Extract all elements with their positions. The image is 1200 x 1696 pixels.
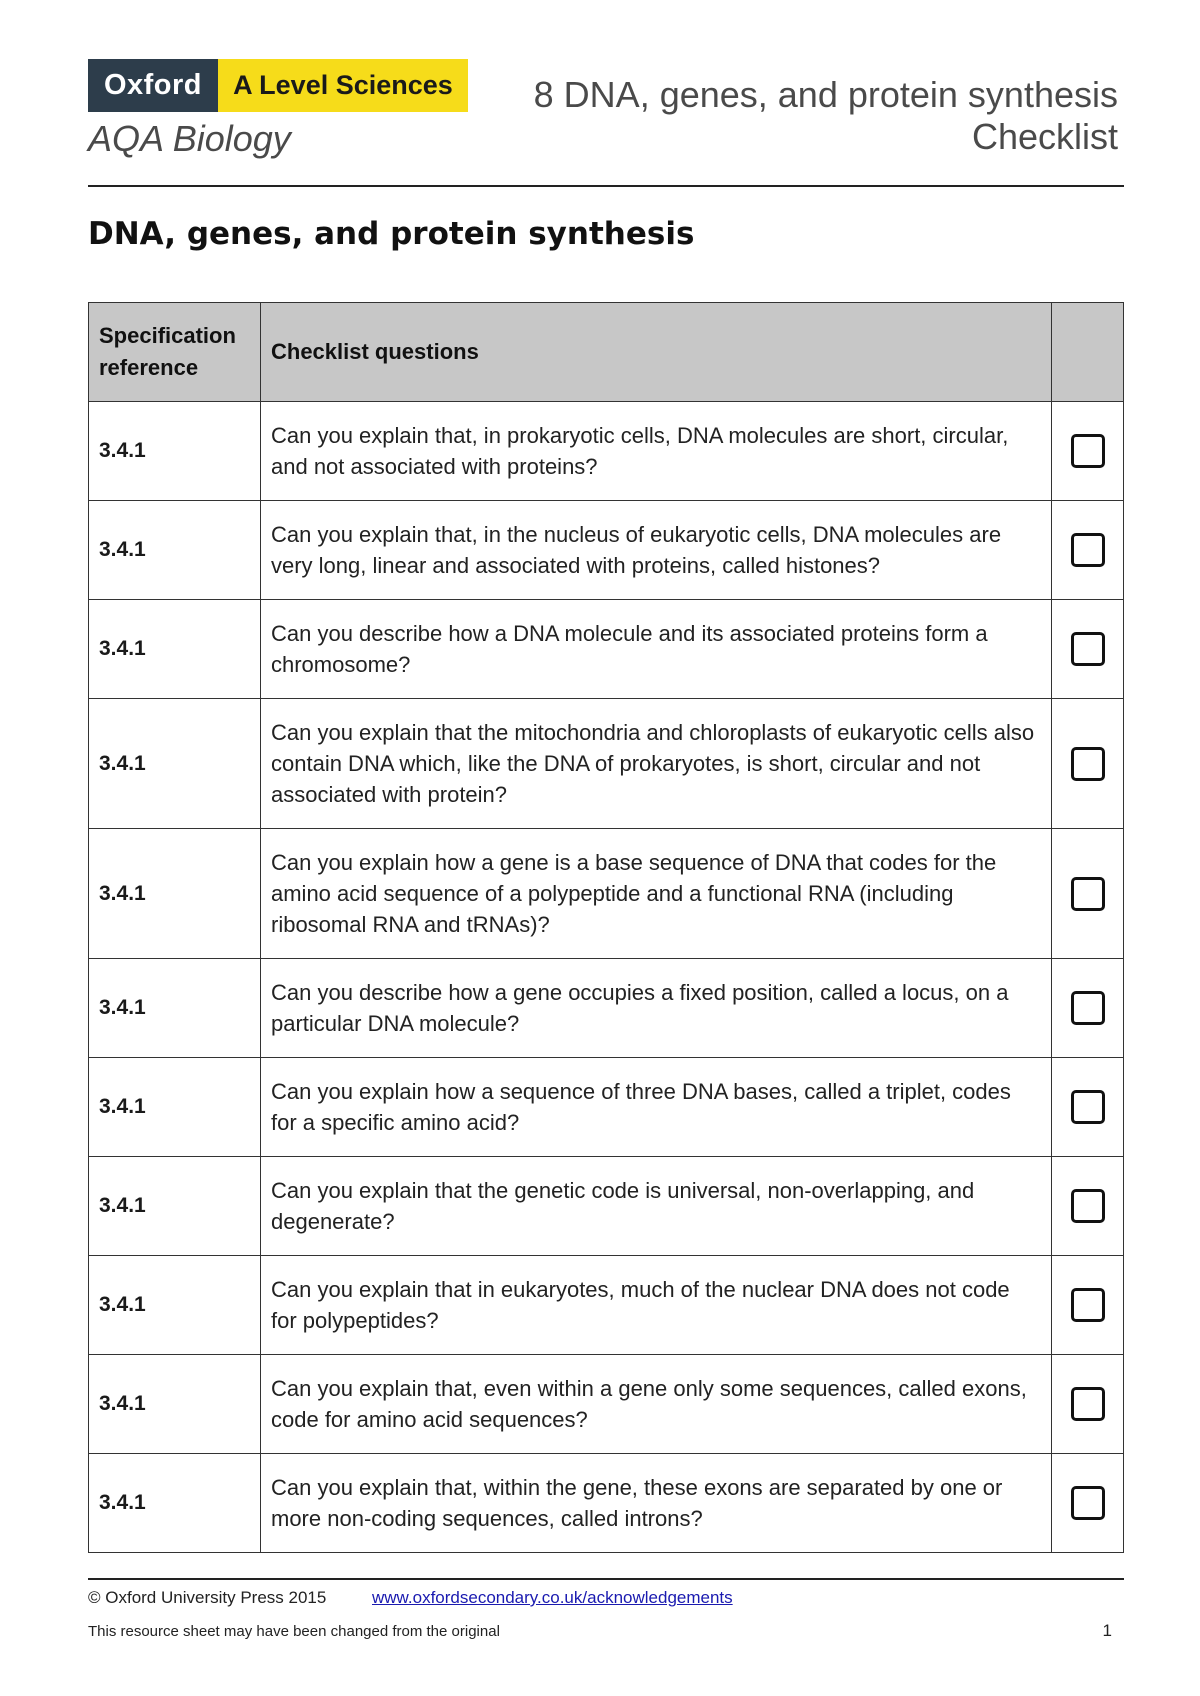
spec-ref: 3.4.1 <box>89 1058 261 1157</box>
disclaimer-text: This resource sheet may have been changed from the original <box>88 1623 500 1640</box>
checklist-question: Can you describe how a DNA molecule and its associated proteins form a chromosome? <box>261 600 1052 699</box>
checklist-question: Can you describe how a gene occupies a fixed position, called a locus, on a particular DNA molecule? <box>261 959 1052 1058</box>
subject-title: AQA Biology <box>88 118 291 159</box>
checkbox[interactable] <box>1071 1189 1105 1223</box>
checkbox[interactable] <box>1071 991 1105 1025</box>
brand-logo <box>88 59 468 112</box>
checklist-question: Can you explain that, even within a gene only some sequences, called exons, code for amino acid sequences? <box>261 1355 1052 1454</box>
table-row <box>89 1058 1124 1157</box>
table-row <box>89 402 1124 501</box>
checklist-table <box>88 302 1124 1553</box>
spec-ref: 3.4.1 <box>89 1454 261 1553</box>
spec-ref: 3.4.1 <box>89 699 261 829</box>
doc-type: Checklist <box>971 116 1118 157</box>
table-row <box>89 1256 1124 1355</box>
checkbox[interactable] <box>1071 434 1105 468</box>
spec-ref: 3.4.1 <box>89 1355 261 1454</box>
spec-ref: 3.4.1 <box>89 501 261 600</box>
checklist-question: Can you explain how a sequence of three DNA bases, called a triplet, codes for a specific amino acid? <box>261 1058 1052 1157</box>
checklist-question: Can you explain that in eukaryotes, much of the nuclear DNA does not code for polypeptides? <box>261 1256 1052 1355</box>
table-row <box>89 600 1124 699</box>
checklist-question: Can you explain that, in the nucleus of eukaryotic cells, DNA molecules are very long, linear and associated with proteins, called histones? <box>261 501 1052 600</box>
table-row <box>89 1454 1124 1553</box>
brand-a-level-sciences: A Level Sciences <box>218 59 468 112</box>
checklist-question: Can you explain that the genetic code is universal, non-overlapping, and degenerate? <box>261 1157 1052 1256</box>
spec-ref: 3.4.1 <box>89 1256 261 1355</box>
checklist-question: Can you explain how a gene is a base sequence of DNA that codes for the amino acid sequence of a polypeptide and a functional RNA (including ribosomal RNA and tRNAs)? <box>261 829 1052 959</box>
table-row <box>89 959 1124 1058</box>
table-row <box>89 1157 1124 1256</box>
checkbox[interactable] <box>1071 747 1105 781</box>
spec-ref: 3.4.1 <box>89 829 261 959</box>
table-row <box>89 501 1124 600</box>
page-title: DNA, genes, and protein synthesis <box>88 216 695 252</box>
table-row <box>89 699 1124 829</box>
brand-oxford: Oxford <box>88 59 218 112</box>
copyright-text: © Oxford University Press 2015 <box>88 1588 327 1607</box>
table-header-row <box>89 303 1124 402</box>
footer-divider <box>88 1578 1124 1580</box>
spec-ref: 3.4.1 <box>89 600 261 699</box>
checklist-question: Can you explain that, within the gene, these exons are separated by one or more non-coding sequences, called introns? <box>261 1454 1052 1553</box>
header-checkbox-column <box>1052 303 1124 402</box>
table-row <box>89 1355 1124 1454</box>
header-right <box>534 74 1118 158</box>
page-number: 1 <box>1102 1621 1112 1640</box>
checklist-question: Can you explain that the mitochondria and chloroplasts of eukaryotic cells also contain DNA which, like the DNA of prokaryotes, is short, circular and not associated with protein? <box>261 699 1052 829</box>
checkbox[interactable] <box>1071 1486 1105 1520</box>
checkbox[interactable] <box>1071 1090 1105 1124</box>
acknowledgements-link[interactable]: www.oxfordsecondary.co.uk/acknowledgements <box>372 1588 733 1607</box>
checkbox[interactable] <box>1071 1288 1105 1322</box>
spec-ref: 3.4.1 <box>89 1157 261 1256</box>
checkbox[interactable] <box>1071 1387 1105 1421</box>
spec-ref: 3.4.1 <box>89 402 261 501</box>
checkbox[interactable] <box>1071 533 1105 567</box>
checkbox[interactable] <box>1071 877 1105 911</box>
chapter-title: 8 DNA, genes, and protein synthesis <box>533 74 1118 115</box>
header-divider <box>88 185 1124 187</box>
checklist-question: Can you explain that, in prokaryotic cells, DNA molecules are short, circular, and not associated with proteins? <box>261 402 1052 501</box>
header-spec-reference: Specification reference <box>89 303 261 402</box>
checkbox[interactable] <box>1071 632 1105 666</box>
spec-ref: 3.4.1 <box>89 959 261 1058</box>
header-checklist-questions: Checklist questions <box>261 303 1052 402</box>
table-row <box>89 829 1124 959</box>
